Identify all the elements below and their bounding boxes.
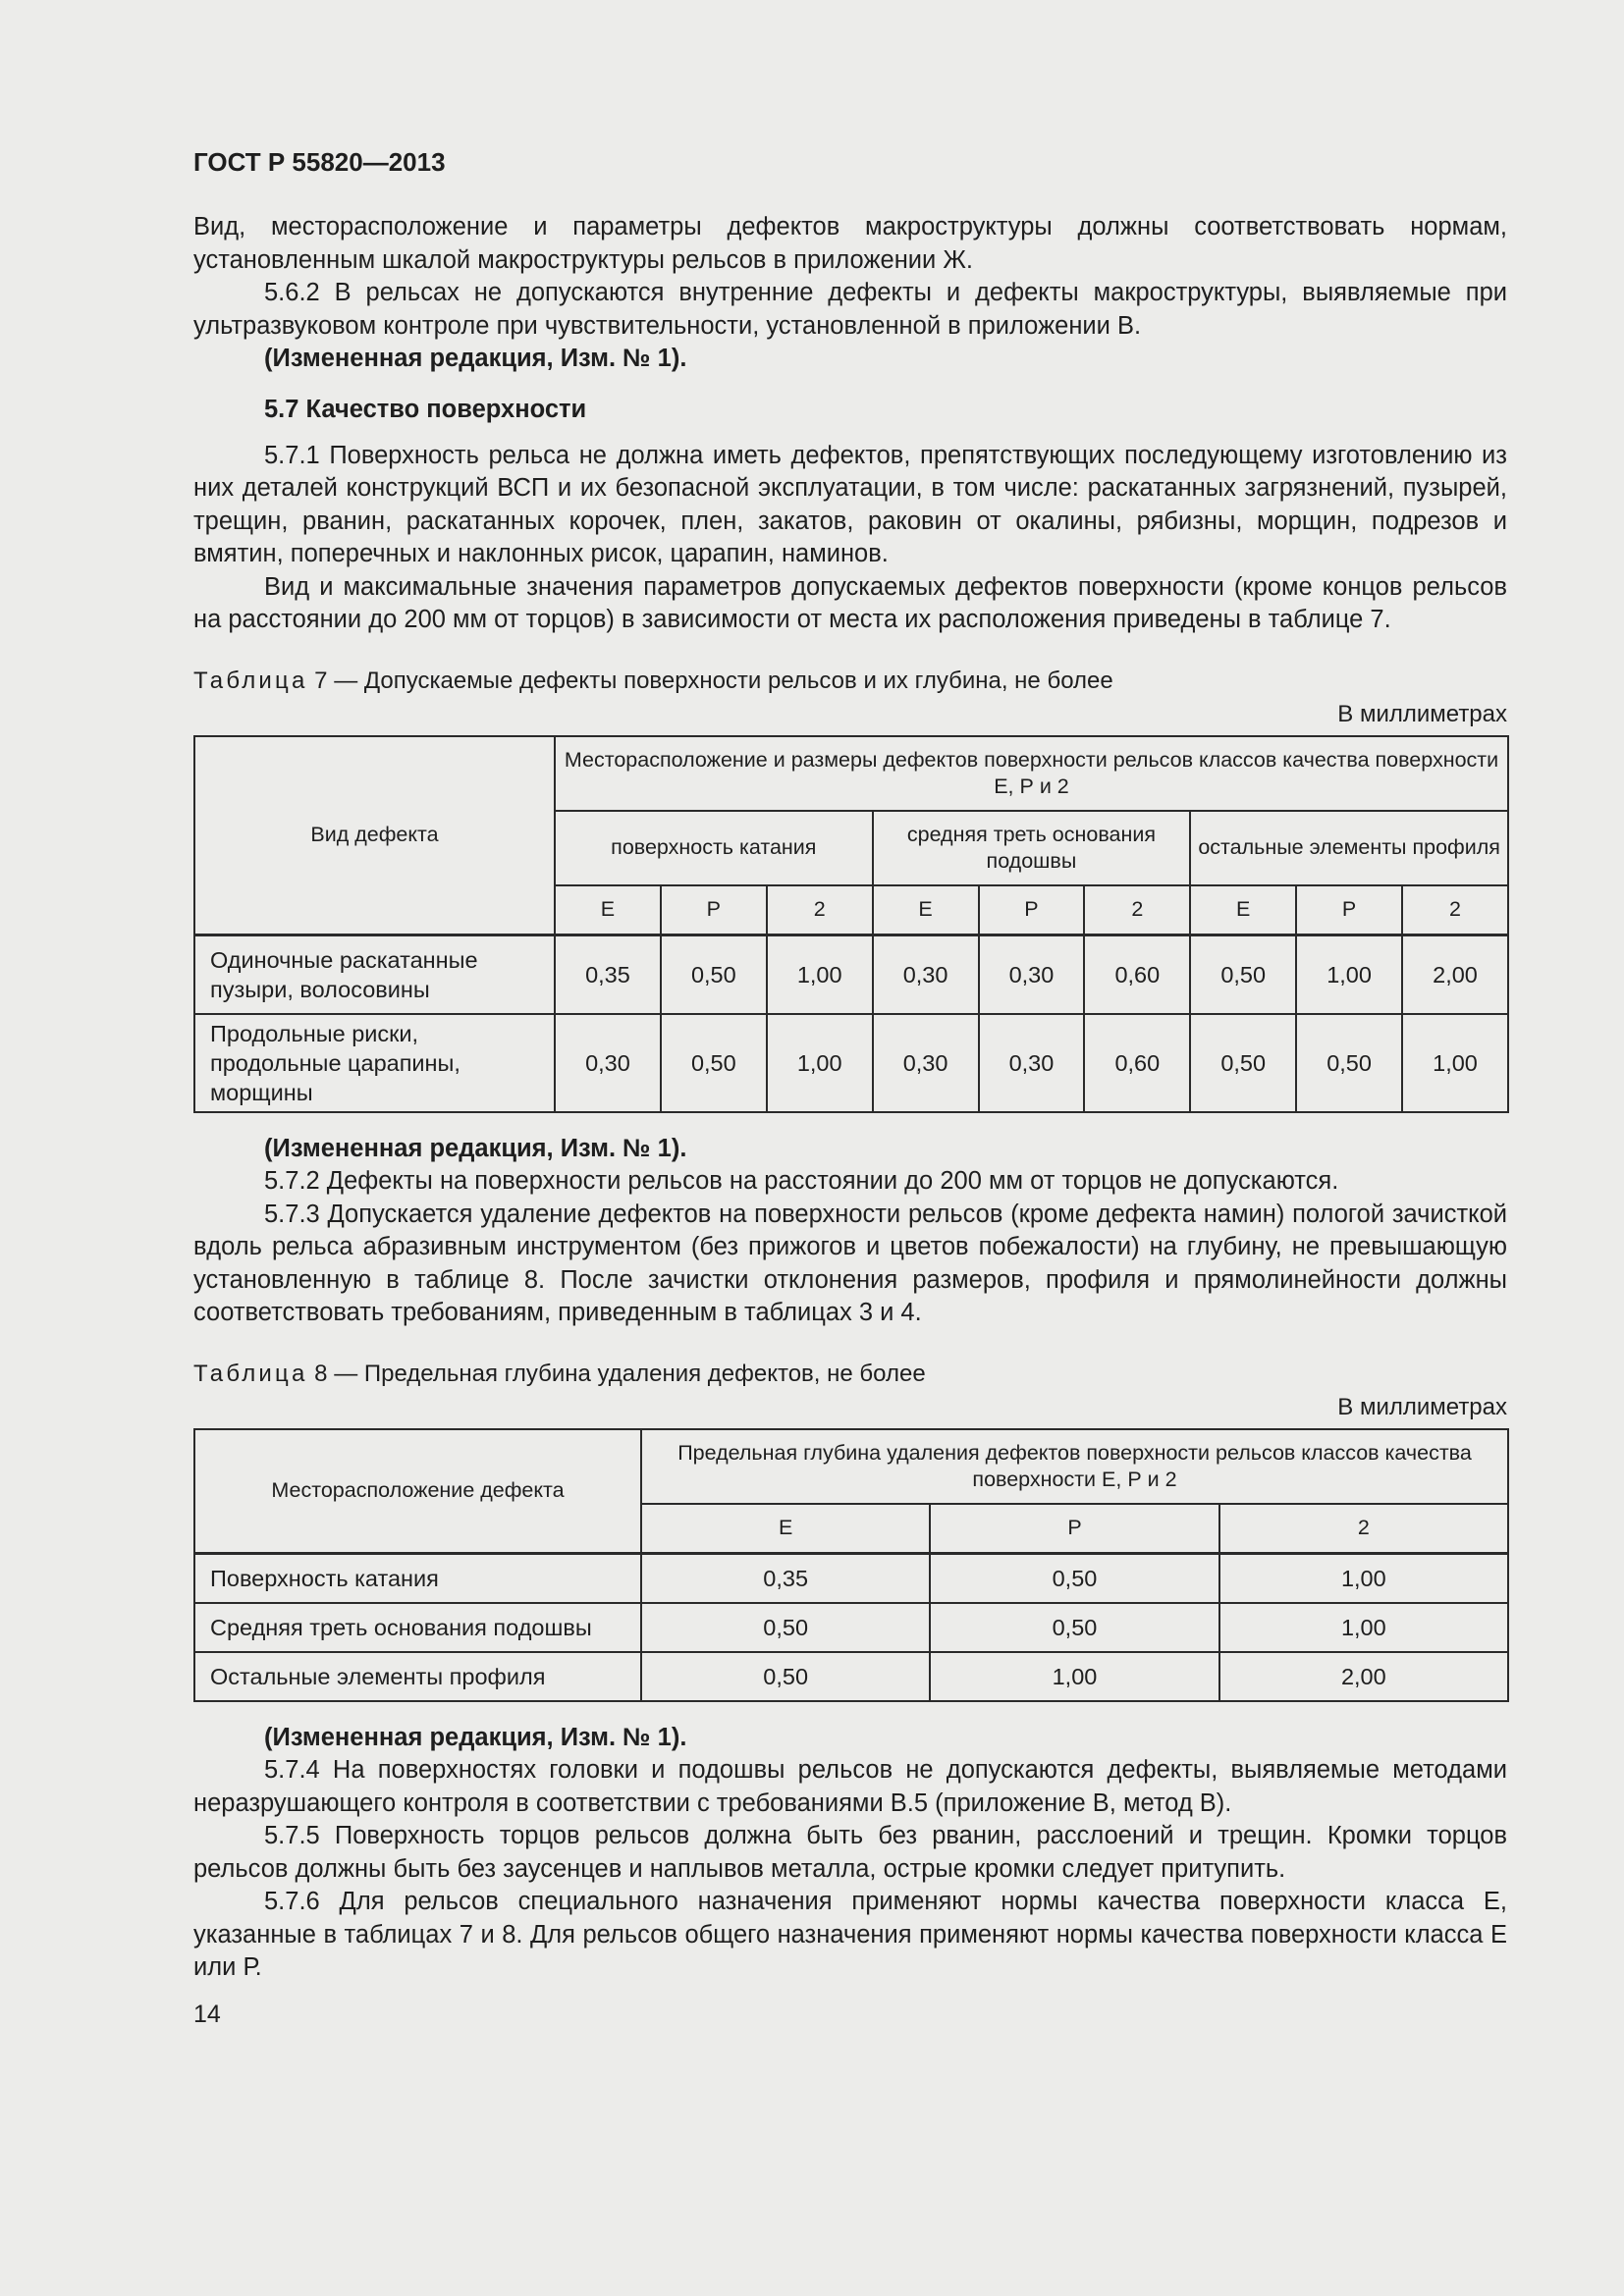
row-label: Поверхность катания [194,1553,641,1603]
table-cell: 1,00 [1219,1553,1508,1603]
header-class: 2 [1219,1504,1508,1554]
table8-units: В миллиметрах [1337,1393,1507,1420]
table-cell: 0,50 [1296,1014,1402,1112]
table-cell: 1,00 [1219,1603,1508,1652]
document-page [193,147,1507,2029]
header-class: Е [555,885,661,935]
section-title-5-7: 5.7 Качество поверхности [264,395,587,423]
table-row [194,1553,1508,1603]
table-cell: 1,00 [767,934,873,1014]
header-rolling-surface: поверхность катания [555,811,873,885]
header-group: Предельная глубина удаления дефектов поверхности рельсов классов качества поверхности Е, Р и 2 [641,1429,1508,1504]
table-row [194,1603,1508,1652]
table-cell: 1,00 [1402,1014,1508,1112]
table-cell: 0,30 [873,934,979,1014]
table-cell: 0,50 [1190,1014,1296,1112]
table-cell: 0,35 [555,934,661,1014]
table-cell: 1,00 [930,1652,1218,1701]
header-foot-middle: средняя треть основания подошвы [873,811,1191,885]
table-row [194,934,1508,1014]
table-cell: 2,00 [1219,1652,1508,1701]
header-other-elements: остальные элементы профиля [1190,811,1508,885]
amendment-note: (Измененная редакция, Изм. № 1). [264,1134,687,1162]
header-class: 2 [1084,885,1190,935]
table-cell: 0,30 [873,1014,979,1112]
table-cell: 0,30 [555,1014,661,1112]
table-cell: 0,35 [641,1553,930,1603]
table-cell: 0,60 [1084,1014,1190,1112]
paragraph-5-7-5: 5.7.5 Поверхность торцов рельсов должна быть без рванин, расслоений и трещин. Кромки торцов рельсов должны быть без заусенцев и наплывов металла, острые кромки следует притупить. [193,1822,1507,1883]
table-row [194,1652,1508,1701]
header-defect-type: Вид дефекта [194,736,555,935]
table7-caption: Таблица 7 — Допускаемые дефекты поверхности рельсов и их глубина, не более [193,667,1113,694]
table-cell: 0,60 [1084,934,1190,1014]
table-cell: 0,50 [930,1603,1218,1652]
paragraph-5-7-2: 5.7.2 Дефекты на поверхности рельсов на расстоянии до 200 мм от торцов не допускаются. [264,1167,1339,1195]
header-class: Е [873,885,979,935]
header-group: Месторасположение и размеры дефектов поверхности рельсов классов качества поверхности Е, Р и 2 [555,736,1508,811]
paragraph: Вид и максимальные значения параметров допускаемых дефектов поверхности (кроме концов рельсов на расстоянии до 200 мм от торцов) в зависимости от места их расположения приведены в таблице 7. [193,572,1507,633]
header-class: 2 [767,885,873,935]
row-label: Продольные риски, продольные царапины, морщины [194,1014,555,1112]
table-cell: 0,50 [661,1014,767,1112]
table-cell: 0,50 [661,934,767,1014]
amendment-note: (Измененная редакция, Изм. № 1). [264,1723,687,1751]
amendment-note: (Измененная редакция, Изм. № 1). [264,345,687,372]
header-class: 2 [1402,885,1508,935]
row-label: Средняя треть основания подошвы [194,1603,641,1652]
table-cell: 1,00 [767,1014,873,1112]
header-class: Р [979,885,1085,935]
table-row [194,1014,1508,1112]
paragraph-5-7-6: 5.7.6 Для рельсов специального назначения применяют нормы качества поверхности класса Е, указанные в таблицах 7 и 8. Для рельсов общего назначения применяют нормы качества поверхности класса Е или Р. [193,1888,1507,1981]
table7-units: В миллиметрах [1337,700,1507,727]
row-label: Одиночные раскатанные пузыри, волосовины [194,934,555,1014]
header-class: Р [1296,885,1402,935]
table-7 [193,735,1509,1113]
paragraph-5-6-2: 5.6.2 В рельсах не допускаются внутренние дефекты и дефекты макроструктуры, выявляемые при ультразвуковом контроле при чувствительности, установленной в приложении В. [193,279,1507,340]
table-cell: 0,30 [979,934,1085,1014]
paragraph-5-7-4: 5.7.4 На поверхностях головки и подошвы рельсов не допускаются дефекты, выявляемые методами неразрушающего контроля в соответствии с требованиями В.5 (приложение В, метод В). [193,1756,1507,1817]
header-class: Е [641,1504,930,1554]
row-label: Остальные элементы профиля [194,1652,641,1701]
header-class: Е [1190,885,1296,935]
table-cell: 0,50 [930,1553,1218,1603]
header-defect-location: Месторасположение дефекта [194,1429,641,1554]
paragraph-5-7-3: 5.7.3 Допускается удаление дефектов на поверхности рельсов (кроме дефекта намин) пологой зачисткой вдоль рельса абразивным инструментом (без прижогов и цветов побежалости) на глубину, не превышающую установленную в таблице 8. После зачистки отклонения размеров, профиля и прямолинейности должны соответствовать требованиям, приведенным в таблицах 3 и 4. [193,1200,1507,1326]
table-cell: 1,00 [1296,934,1402,1014]
table-cell: 2,00 [1402,934,1508,1014]
table-cell: 0,50 [1190,934,1296,1014]
header-class: Р [930,1504,1218,1554]
table8-caption: Таблица 8 — Предельная глубина удаления дефектов, не более [193,1360,926,1387]
paragraph: Вид, месторасположение и параметры дефектов макроструктуры должны соответствовать нормам, установленным шкалой макроструктуры рельсов в приложении Ж. [193,213,1507,274]
paragraph-5-7-1: 5.7.1 Поверхность рельса не должна иметь дефектов, препятствующих последующему изготовлению из них деталей конструкций ВСП и их безопасной эксплуатации, в том числе: раскатанных загрязнений, пузырей, трещин, рванин, раскатанных корочек, плен, закатов, раковин от окалины, рябизны, морщин, подрезов и вмятин, поперечных и наклонных рисок, царапин, наминов. [193,441,1507,567]
table-cell: 0,30 [979,1014,1085,1112]
table-cell: 0,50 [641,1652,930,1701]
header-class: Р [661,885,767,935]
page-number: 14 [193,2000,221,2028]
standard-id: ГОСТ Р 55820—2013 [193,147,446,177]
table-8 [193,1428,1509,1702]
table-cell: 0,50 [641,1603,930,1652]
